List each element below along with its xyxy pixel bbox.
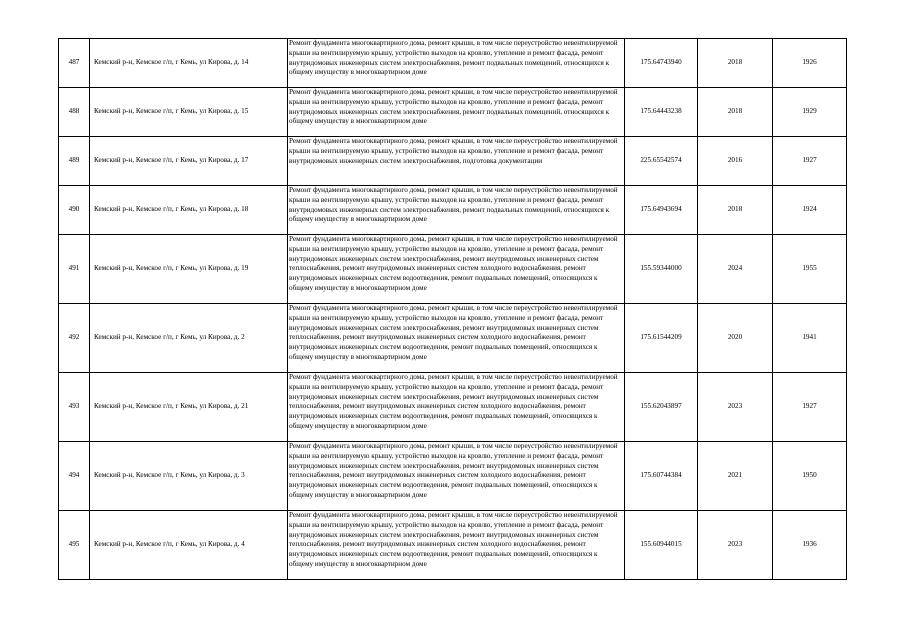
table-row (59, 304, 847, 373)
work-types: Ремонт фундамента многоквартирного дома, ремонт крыши, в том числе переустройство невентилируемой крыши на вентилируемую крышу, устройство выходов на кровлю, утепление и ремонт фасада, ремонт внутридомовых инженерных систем электроснабжения, подготовка документации (288, 137, 625, 186)
work-types: Ремонт фундамента многоквартирного дома, ремонт крыши, в том числе переустройство невентилируемой крыши на вентилируемую крышу, устройство выходов на кровлю, утепление и ремонт фасада, ремонт внутридомовых инженерных систем электроснабжения, ремонт внутридомовых инженерных систем теплоснабжения, ремонт внутридомовых инженерных систем холодного водоснабжения, ремонт внутридомовых инженерных систем водоотведения, ремонт подвальных помещений, относящихся к общему имуществу в многоквартирном доме (288, 235, 625, 304)
house-address: Кемский р-н, Кемское г/п, г Кемь, ул Кирова, д. 2 (90, 304, 288, 373)
construction-year: 1929 (773, 88, 847, 137)
table-row (59, 186, 847, 235)
house-address: Кемский р-н, Кемское г/п, г Кемь, ул Кирова, д. 4 (90, 511, 288, 580)
house-address: Кемский р-н, Кемское г/п, г Кемь, ул Кирова, д. 14 (90, 39, 288, 88)
table-row (59, 39, 847, 88)
table-row (59, 373, 847, 442)
house-address: Кемский р-н, Кемское г/п, г Кемь, ул Кирова, д. 3 (90, 442, 288, 511)
construction-year: 1941 (773, 304, 847, 373)
construction-year: 1950 (773, 442, 847, 511)
cost-value: 225.65542574 (625, 137, 698, 186)
cost-value: 155.60944015 (625, 511, 698, 580)
house-address: Кемский р-н, Кемское г/п, г Кемь, ул Кирова, д. 17 (90, 137, 288, 186)
planned-year: 2018 (698, 88, 773, 137)
planned-year: 2018 (698, 186, 773, 235)
work-types: Ремонт фундамента многоквартирного дома, ремонт крыши, в том числе переустройство невентилируемой крыши на вентилируемую крышу, устройство выходов на кровлю, утепление и ремонт фасада, ремонт внутридомовых инженерных систем электроснабжения, ремонт внутридомовых инженерных систем теплоснабжения, ремонт внутридомовых инженерных систем холодного водоснабжения, ремонт внутридомовых инженерных систем водоотведения, ремонт подвальных помещений, относящихся к общему имуществу в многоквартирном доме (288, 304, 625, 373)
repair-program-table (58, 38, 847, 580)
cost-value: 175.61544209 (625, 304, 698, 373)
house-address: Кемский р-н, Кемское г/п, г Кемь, ул Кирова, д. 21 (90, 373, 288, 442)
work-types: Ремонт фундамента многоквартирного дома, ремонт крыши, в том числе переустройство невентилируемой крыши на вентилируемую крышу, устройство выходов на кровлю, утепление и ремонт фасада, ремонт внутридомовых инженерных систем электроснабжения, ремонт подвальных помещений, относящихся к общему имуществу в многоквартирном доме (288, 186, 625, 235)
cost-value: 175.64943694 (625, 186, 698, 235)
cost-value: 155.62043897 (625, 373, 698, 442)
table-row (59, 442, 847, 511)
planned-year: 2018 (698, 39, 773, 88)
construction-year: 1926 (773, 39, 847, 88)
row-number: 492 (59, 304, 90, 373)
construction-year: 1955 (773, 235, 847, 304)
table-row (59, 511, 847, 580)
house-address: Кемский р-н, Кемское г/п, г Кемь, ул Кирова, д. 19 (90, 235, 288, 304)
work-types: Ремонт фундамента многоквартирного дома, ремонт крыши, в том числе переустройство невентилируемой крыши на вентилируемую крышу, устройство выходов на кровлю, утепление и ремонт фасада, ремонт внутридомовых инженерных систем электроснабжения, ремонт подвальных помещений, относящихся к общему имуществу в многоквартирном доме (288, 88, 625, 137)
row-number: 491 (59, 235, 90, 304)
house-address: Кемский р-н, Кемское г/п, г Кемь, ул Кирова, д. 18 (90, 186, 288, 235)
row-number: 488 (59, 88, 90, 137)
construction-year: 1927 (773, 373, 847, 442)
row-number: 490 (59, 186, 90, 235)
planned-year: 2016 (698, 137, 773, 186)
work-types: Ремонт фундамента многоквартирного дома, ремонт крыши, в том числе переустройство невентилируемой крыши на вентилируемую крышу, устройство выходов на кровлю, утепление и ремонт фасада, ремонт внутридомовых инженерных систем электроснабжения, ремонт внутридомовых инженерных систем теплоснабжения, ремонт внутридомовых инженерных систем холодного водоснабжения, ремонт внутридомовых инженерных систем водоотведения, ремонт подвальных помещений, относящихся к общему имуществу в многоквартирном доме (288, 373, 625, 442)
cost-value: 175.60744384 (625, 442, 698, 511)
planned-year: 2023 (698, 373, 773, 442)
construction-year: 1936 (773, 511, 847, 580)
row-number: 494 (59, 442, 90, 511)
row-number: 495 (59, 511, 90, 580)
table-row (59, 235, 847, 304)
table-row (59, 137, 847, 186)
construction-year: 1924 (773, 186, 847, 235)
planned-year: 2020 (698, 304, 773, 373)
house-address: Кемский р-н, Кемское г/п, г Кемь, ул Кирова, д. 15 (90, 88, 288, 137)
row-number: 487 (59, 39, 90, 88)
work-types: Ремонт фундамента многоквартирного дома, ремонт крыши, в том числе переустройство невентилируемой крыши на вентилируемую крышу, устройство выходов на кровлю, утепление и ремонт фасада, ремонт внутридомовых инженерных систем электроснабжения, ремонт внутридомовых инженерных систем теплоснабжения, ремонт внутридомовых инженерных систем холодного водоснабжения, ремонт внутридомовых инженерных систем водоотведения, ремонт подвальных помещений, относящихся к общему имуществу в многоквартирном доме (288, 511, 625, 580)
cost-value: 175.64443238 (625, 88, 698, 137)
row-number: 493 (59, 373, 90, 442)
work-types: Ремонт фундамента многоквартирного дома, ремонт крыши, в том числе переустройство невентилируемой крыши на вентилируемую крышу, устройство выходов на кровлю, утепление и ремонт фасада, ремонт внутридомовых инженерных систем электроснабжения, ремонт подвальных помещений, относящихся к общему имуществу в многоквартирном доме (288, 39, 625, 88)
table-body (59, 39, 847, 580)
table-row (59, 88, 847, 137)
planned-year: 2021 (698, 442, 773, 511)
cost-value: 175.64743940 (625, 39, 698, 88)
work-types: Ремонт фундамента многоквартирного дома, ремонт крыши, в том числе переустройство невентилируемой крыши на вентилируемую крышу, устройство выходов на кровлю, утепление и ремонт фасада, ремонт внутридомовых инженерных систем электроснабжения, ремонт внутридомовых инженерных систем теплоснабжения, ремонт внутридомовых инженерных систем холодного водоснабжения, ремонт внутридомовых инженерных систем водоотведения, ремонт подвальных помещений, относящихся к общему имуществу в многоквартирном доме (288, 442, 625, 511)
row-number: 489 (59, 137, 90, 186)
construction-year: 1927 (773, 137, 847, 186)
planned-year: 2024 (698, 235, 773, 304)
cost-value: 155.59344000 (625, 235, 698, 304)
planned-year: 2023 (698, 511, 773, 580)
